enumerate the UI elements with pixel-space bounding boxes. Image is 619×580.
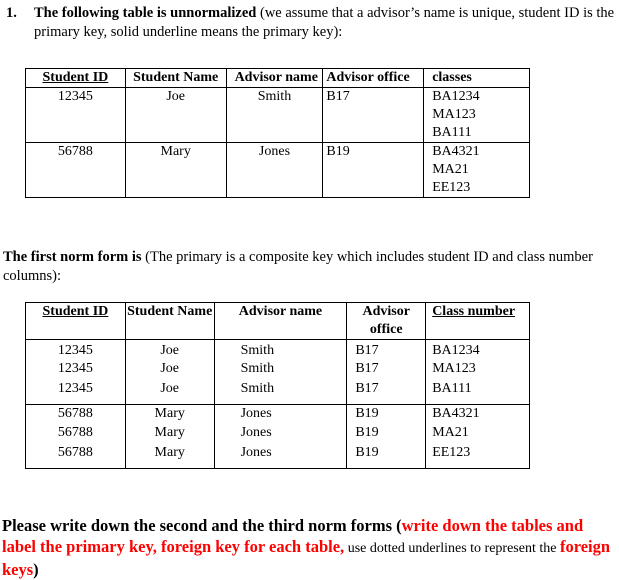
cell-advisor-office: B19	[347, 424, 426, 444]
cell-advisor-office: B19	[323, 143, 424, 198]
cell-student-id: 56788	[26, 404, 126, 424]
cell-advisor-name: Jones	[226, 143, 323, 198]
instruction-part3: use dotted underlines to represent the	[344, 541, 560, 556]
header-classes: classes	[424, 69, 530, 88]
cell-student-id: 12345	[26, 360, 126, 380]
cell-student-name: Mary	[125, 143, 226, 198]
first-norm-bold: The first norm form is	[3, 249, 142, 265]
header-advisor-name: Advisor name	[214, 303, 347, 340]
table-header-row	[26, 69, 530, 88]
cell-classes: BA1234 MA123 BA111	[424, 88, 530, 143]
header-student-id: Student ID	[26, 303, 126, 340]
cell-class-number: MA123	[426, 360, 530, 380]
cell-student-name: Mary	[125, 444, 214, 468]
cell-advisor-office: B17	[347, 340, 426, 361]
cell-classes: BA4321 MA21 EE123	[424, 143, 530, 198]
cell-student-name: Mary	[125, 424, 214, 444]
cell-student-name: Joe	[125, 88, 226, 143]
cell-advisor-name: Smith	[214, 360, 347, 380]
instruction-red-2: foreign keys	[2, 537, 611, 579]
cell-advisor-name: Jones	[214, 404, 347, 424]
cell-advisor-office: B19	[347, 404, 426, 424]
cell-class-number: BA4321	[426, 404, 530, 424]
cell-advisor-office: B17	[347, 360, 426, 380]
instruction-red-1: write down the tables and label the primary key, foreign key for each table,	[2, 516, 584, 556]
cell-student-name: Joe	[125, 380, 214, 404]
table-row	[26, 380, 530, 404]
first-norm-table-body	[26, 340, 530, 469]
cell-class-number: EE123	[426, 444, 530, 468]
cell-advisor-name: Smith	[214, 340, 347, 361]
cell-advisor-office: B17	[347, 380, 426, 404]
table-row	[26, 404, 530, 424]
cell-student-id: 12345	[26, 88, 126, 143]
cell-advisor-office: B19	[347, 444, 426, 468]
cell-student-id: 56788	[26, 444, 126, 468]
unnormalized-table	[25, 68, 530, 198]
table-row	[26, 143, 530, 198]
instruction-text	[2, 515, 617, 580]
first-norm-normal: (The primary is a composite key which includes student ID and class number columns):	[3, 249, 593, 284]
header-student-id: Student ID	[26, 69, 126, 88]
cell-student-id: 12345	[26, 380, 126, 404]
table-row	[26, 444, 530, 468]
first-norm-description	[3, 248, 615, 286]
question-bold: The following table is unnormalized	[34, 5, 257, 21]
cell-student-id: 56788	[26, 424, 126, 444]
cell-advisor-name: Jones	[214, 444, 347, 468]
question-number: 1.	[6, 5, 17, 21]
cell-student-name: Joe	[125, 360, 214, 380]
cell-student-id: 12345	[26, 340, 126, 361]
header-advisor-name: Advisor name	[226, 69, 323, 88]
table-row	[26, 88, 530, 143]
cell-student-name: Joe	[125, 340, 214, 361]
table-row	[26, 340, 530, 361]
cell-class-number: MA21	[426, 424, 530, 444]
header-student-name: Student Name	[125, 69, 226, 88]
table-header-row	[26, 303, 530, 340]
question-text	[34, 4, 616, 42]
table-row	[26, 424, 530, 444]
cell-student-name: Mary	[125, 404, 214, 424]
cell-advisor-office: B17	[323, 88, 424, 143]
cell-advisor-name: Jones	[214, 424, 347, 444]
cell-class-number: BA111	[426, 380, 530, 404]
header-class-number: Class number	[426, 303, 530, 340]
question-normal: (we assume that a advisor’s name is unique, student ID is the primary key, solid underline means the primary key):	[34, 5, 615, 40]
header-advisor-office: Advisor office	[323, 69, 424, 88]
instruction-part1: Please write down the second and the third norm forms (	[2, 516, 402, 535]
cell-class-number: BA1234	[426, 340, 530, 361]
question-1	[6, 4, 616, 42]
table-row	[26, 360, 530, 380]
header-advisor-office: Advisor office	[347, 303, 426, 340]
first-norm-table	[25, 302, 530, 469]
cell-advisor-name: Smith	[214, 380, 347, 404]
instruction-part5: )	[33, 560, 39, 579]
header-student-name: Student Name	[125, 303, 214, 340]
cell-advisor-name: Smith	[226, 88, 323, 143]
cell-student-id: 56788	[26, 143, 126, 198]
